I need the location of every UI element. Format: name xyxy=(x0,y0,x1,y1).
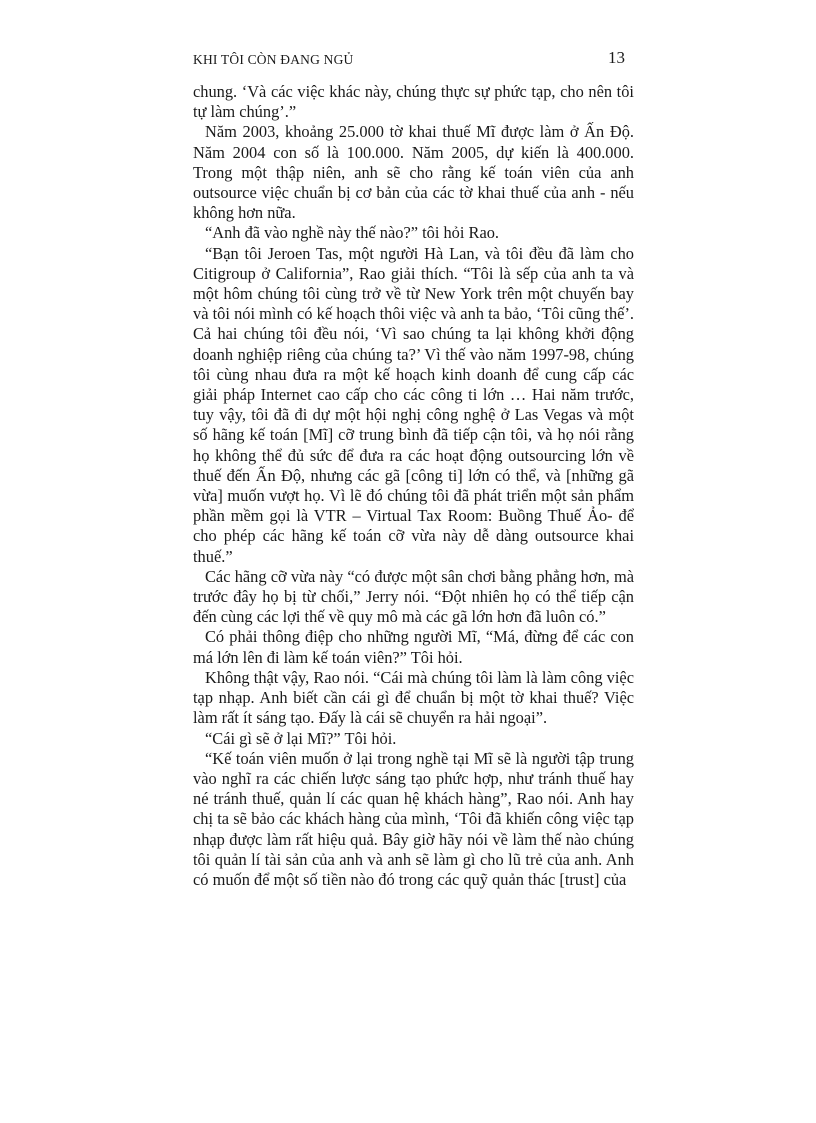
paragraph: “Bạn tôi Jeroen Tas, một người Hà Lan, và tôi đều đã làm cho Citigroup ở California”, Rao giải thích. “Tôi là sếp của anh ta và một hôm chúng tôi cùng trở về từ New York trên một chuyến bay và tôi nói mình có kế hoạch thôi việc và anh ta bảo, ‘Tôi cũng thế’. Cả hai chúng tôi đều nói, ‘Vì sao chúng ta lại không khởi động doanh nghiệp riêng của chúng ta?’ Vì thế vào năm 1997-98, chúng tôi cùng nhau đưa ra một kế hoạch kinh doanh để cung cấp các giải pháp Internet cao cấp cho các công ti lớn … Hai năm trước, tuy vậy, tôi đã đi dự một hội nghị công nghệ ở Las Vegas và một số hãng kế toán [Mĩ] cỡ trung bình đã tiếp cận tôi, và họ nói rằng họ không thể đủ sức để đưa ra các hoạt động outsourcing lớn về thuế đến Ấn Độ, nhưng các gã [công ti] lớn có thể, và [những gã vừa] muốn vượt họ. Vì lẽ đó chúng tôi đã phát triển một sản phẩm phần mềm gọi là VTR – Virtual Tax Room: Buồng Thuế Ảo- để cho phép các hãng kế toán cỡ vừa này dễ dàng outsource khai thuế.” xyxy=(193,243,634,566)
running-title: KHI TÔI CÒN ĐANG NGỦ xyxy=(193,52,354,67)
paragraph: Không thật vậy, Rao nói. “Cái mà chúng tôi làm là làm công việc tạp nhạp. Anh biết cần cái gì để chuẩn bị một tờ khai thuế? Việc làm rất ít sáng tạo. Đấy là cái sẽ chuyển ra hải ngoại”. xyxy=(193,667,634,728)
page-number: 13 xyxy=(608,48,625,67)
paragraph: “Kế toán viên muốn ở lại trong nghề tại Mĩ sẽ là người tập trung vào nghĩ ra các chiến lược sáng tạo phức hợp, như tránh thuế hay né tránh thuế, quản lí các quan hệ khách hàng”, Rao nói. Anh hay chị ta sẽ bảo các khách hàng của mình, ‘Tôi đã khiến công việc tạp nhạp được làm rất hiệu quả. Bây giờ hãy nói về làm thế nào chúng tôi quản lí tài sản của anh và anh sẽ làm gì cho lũ trẻ của anh. Anh có muốn để một số tiền nào đó trong các quỹ quản thác [trust] của xyxy=(193,748,634,889)
paragraph: Năm 2003, khoảng 25.000 tờ khai thuế Mĩ được làm ở Ấn Độ. Năm 2004 con số là 100.000. Năm 2005, dự kiến là 400.000. Trong một thập niên, anh sẽ cho rằng kế toán viên của anh outsource việc chuẩn bị cơ bản của các tờ khai thuế của anh - nếu không hơn nữa. xyxy=(193,122,634,223)
body-text xyxy=(193,82,634,890)
paragraph: “Anh đã vào nghề này thế nào?” tôi hỏi Rao. xyxy=(205,223,500,243)
page-header xyxy=(193,48,625,74)
paragraph: “Cái gì sẽ ở lại Mĩ?” Tôi hỏi. xyxy=(205,728,397,748)
paragraph: Các hãng cỡ vừa này “có được một sân chơi bằng phẳng hơn, mà trước đây họ bị từ chối,” Jerry nói. “Đột nhiên họ có thể tiếp cận đến cùng các lợi thế về quy mô mà các gã lớn hơn đã luôn có.” xyxy=(193,566,634,627)
paragraph: chung. ‘Và các việc khác này, chúng thực sự phức tạp, cho nên tôi tự làm chúng’.” xyxy=(193,82,634,122)
paragraph: Có phải thông điệp cho những người Mĩ, “Má, đừng để các con má lớn lên đi làm kế toán viên?” Tôi hỏi. xyxy=(193,627,634,667)
